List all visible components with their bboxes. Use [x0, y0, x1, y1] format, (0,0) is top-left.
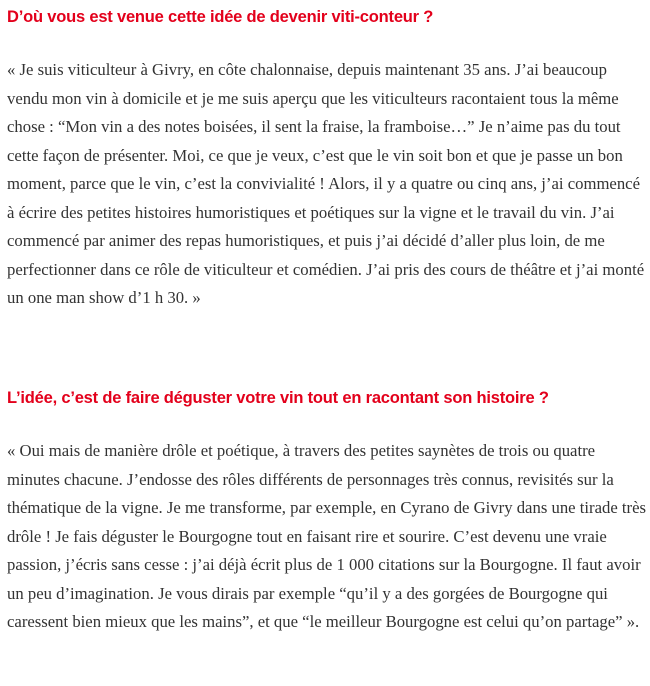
interview-question-1: D’où vous est venue cette idée de devenir viti-conteur ? — [7, 8, 434, 26]
interview-answer-1: « Je suis viticulteur à Givry, en côte chalonnaise, depuis maintenant 35 ans. J’ai beaucoup vendu mon vin à domicile et je me suis aperçu que les viticulteurs racontaient tous la même chose : “Mon vin a des notes boisées, il sent la fraise, la framboise…” Je n’aime pas du tout cette façon de présenter. Moi, ce que je veux, c’est que le vin soit bon et que je passe un bon moment, parce que le vin, c’est la convivialité ! Alors, il y a quatre ou cinq ans, j’ai commencé à écrire des petites histoires humoristiques et poétiques sur la vigne et le travail du vin. J’ai commencé par animer des repas humoristiques, et puis j’ai décidé d’aller plus loin, de me perfectionner dans ce rôle de viticulteur et comédien. J’ai pris des cours de théâtre et j’ai monté un one man show d’1 h 30. » — [7, 60, 645, 307]
interview-answer-2: « Oui mais de manière drôle et poétique, à travers des petites saynètes de trois ou quatre minutes chacune. J’endosse des rôles différents de personnages très connus, revisités sur la thématique de la vigne. Je me transforme, par exemple, en Cyrano de Givry dans une tirade très drôle ! Je fais déguster le Bourgogne tout en faisant rire et sourire. C’est devenu une vraie passion, j’écris sans cesse : j’ai déjà écrit plus de 1 000 citations sur la Bourgogne. Il faut avoir un peu d’imagination. Je vous dirais par exemple “qu’il y a des gorgées de Bourgogne qui caressent bien mieux que les mains”, et que “le meilleur Bourgogne est celui qu’on partage” ». — [7, 441, 646, 631]
interview-question-2: L’idée, c’est de faire déguster votre vin tout en racontant son histoire ? — [7, 389, 549, 407]
